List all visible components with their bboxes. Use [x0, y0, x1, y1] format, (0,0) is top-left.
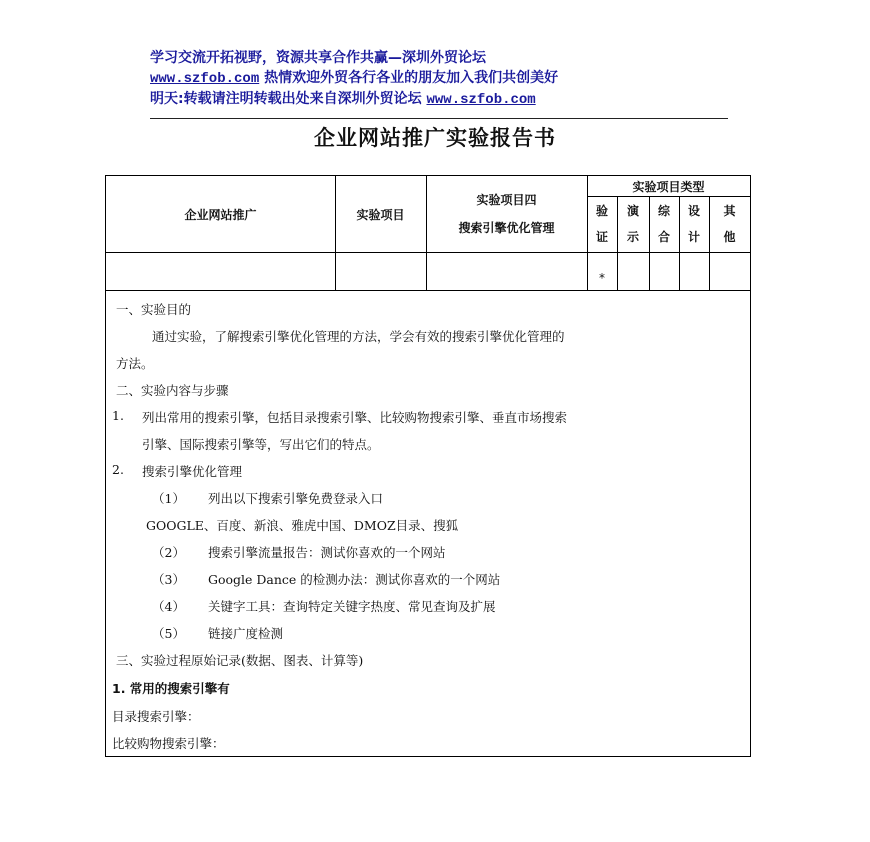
item-value	[426, 176, 587, 252]
type-other	[709, 196, 750, 252]
record-1-title: 1. 常用的搜索引擎有	[112, 681, 230, 696]
type-design	[679, 196, 709, 252]
type-verify	[587, 196, 617, 252]
sub-1-number: （1）	[152, 491, 185, 506]
section-1-para-2: 方法。	[116, 356, 154, 371]
sub-2-number: （2）	[152, 545, 185, 560]
page-title: 企业网站推广实验报告书	[314, 125, 556, 150]
verify-mark: *	[599, 271, 605, 285]
engine-list: GOOGLE、百度、新浪、雅虎中国、DMOZ目录、搜狐	[146, 518, 459, 533]
type-comprehensive	[649, 196, 679, 252]
forum-link[interactable]: www.szfob.com	[150, 71, 260, 87]
sub-3-text: Google Dance 的检测办法：测试你喜欢的一个网站	[208, 572, 501, 587]
sub-3-number: （3）	[152, 572, 185, 587]
item-1-line-2: 引擎、国际搜索引擎等，写出它们的特点。	[142, 437, 380, 452]
course-name: 企业网站推广	[184, 207, 257, 222]
sub-5-number: （5）	[152, 626, 185, 641]
item-2-number: 2.	[112, 462, 124, 477]
section-1-para-1: 通过实验，了解搜索引擎优化管理的方法，学会有效的搜索引擎优化管理的	[152, 329, 565, 344]
sub-2-text: 搜索引擎流量报告：测试你喜欢的一个网站	[208, 545, 446, 560]
report-table	[105, 175, 751, 757]
type-char: 他	[723, 230, 736, 244]
section-3-title: 三、实验过程原始记录(数据、图表、计算等)	[116, 653, 364, 668]
item-2-text: 搜索引擎优化管理	[142, 464, 243, 479]
forum-header	[150, 48, 750, 110]
header-line-1: 学习交流开拓视野，资源共享合作共赢—深圳外贸论坛	[150, 50, 486, 66]
section-1-title: 一、实验目的	[116, 302, 192, 317]
sub-4-number: （4）	[152, 599, 185, 614]
type-char: 演	[626, 204, 639, 218]
sub-4-text: 关键字工具：查询特定关键字热度、常见查询及扩展	[208, 599, 496, 614]
type-char: 计	[687, 230, 700, 244]
divider	[106, 290, 750, 291]
divider	[106, 252, 750, 253]
type-char: 设	[687, 204, 700, 218]
section-2-title: 二、实验内容与步骤	[116, 383, 229, 398]
type-char: 综	[657, 204, 670, 218]
item-value-line-2: 搜索引擎优化管理	[458, 221, 555, 235]
header-line-2-text: 热情欢迎外贸各行各业的朋友加入我们共创美好	[259, 70, 559, 86]
type-demo	[617, 196, 649, 252]
item-1-number: 1.	[112, 408, 124, 423]
type-char: 合	[657, 230, 670, 244]
item-value-line-1: 实验项目四	[476, 193, 537, 207]
record-comparison: 比较购物搜索引擎：	[112, 736, 225, 751]
sub-5-text: 链接广度检测	[208, 626, 284, 641]
forum-link-2[interactable]: www.szfob.com	[426, 92, 536, 108]
header-rule	[150, 118, 728, 119]
item-label: 实验项目	[356, 207, 405, 222]
type-char: 证	[595, 230, 608, 244]
header-line-3	[150, 89, 750, 110]
header-line-2	[150, 68, 750, 89]
type-char: 示	[626, 230, 639, 244]
record-directory: 目录搜索引擎：	[112, 709, 200, 724]
sub-1-text: 列出以下搜索引擎免费登录入口	[208, 491, 384, 506]
item-1-line-1: 列出常用的搜索引擎，包括目录搜索引擎、比较购物搜索引擎、垂直市场搜索	[142, 410, 568, 425]
type-char: 验	[595, 204, 608, 218]
type-header: 实验项目类型	[632, 179, 705, 194]
type-char: 其	[723, 204, 736, 218]
header-line-3-text: 明天:转载请注明转载出处来自深圳外贸论坛	[150, 91, 427, 107]
